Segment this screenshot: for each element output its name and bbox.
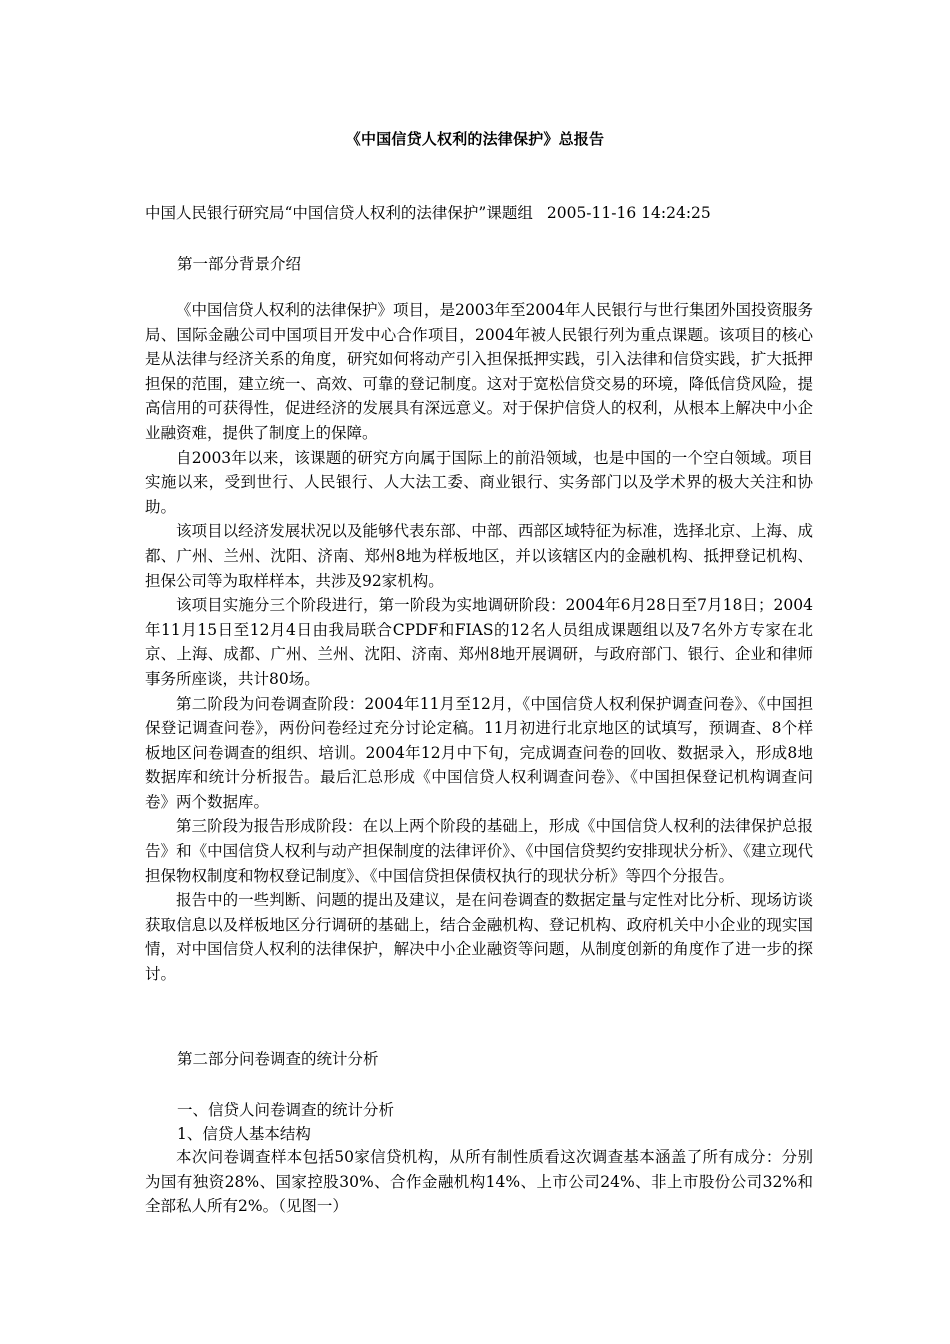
section1-subheading: 1、信贷人基本结构 [177,1125,311,1143]
author-line: 中国人民银行研究局“中国信贷人权利的法律保护”课题组 [145,204,533,222]
document-title: 《中国信贷人权利的法律保护》总报告 [345,130,605,148]
paragraph: 本次问卷调查样本包括50家信贷机构，从所有制性质看这次调查基本涵盖了所有成分：分别为国有独资28%、国家控股30%、合作金融机构14%、上市公司24%、非上市股份公司32%和全部私人所有2%。（见图一） [145,1148,813,1216]
timestamp: 2005-11-16 14:24:25 [546,204,711,222]
paragraph: 报告中的一些判断、问题的提出及建议，是在问卷调查的数据定量与定性对比分析、现场访谈获取信息以及样板地区分行调研的基础上，结合金融机构、登记机构、政府机关中小企业的现实国情，对中国信贷人权利的法律保护，解决中小企业融资等问题，从制度创新的角度作了进一步的探讨。 [145,891,813,984]
paragraph: 《中国信贷人权利的法律保护》项目，是2003年至2004年人民银行与世行集团外国投资服务局、国际金融公司中国项目开发中心合作项目，2004年被人民银行列为重点课题。该项目的核心是从法律与经济关系的角度，研究如何将动产引入担保抵押实践，引入法律和信贷实践，扩大抵押担保的范围，建立统一、高效、可靠的登记制度。这对于宽松信贷交易的环境，降低信贷风险，提高信用的可获得性，促进经济的发展具有深远意义。对于保护信贷人的权利，从根本上解决中小企业融资难，提供了制度上的保障。 [145,301,813,442]
section1-heading: 一、信贷人问卷调查的统计分析 [177,1101,395,1119]
part2-heading: 第二部分问卷调查的统计分析 [177,1050,379,1068]
byline [145,201,825,225]
paragraph: 自2003年以来，该课题的研究方向属于国际上的前沿领域，也是中国的一个空白领域。项目实施以来，受到世行、人民银行、人大法工委、商业银行、实务部门以及学术界的极大关注和协助。 [145,448,813,516]
paragraph: 该项目实施分三个阶段进行，第一阶段为实地调研阶段：2004年6月28日至7月18日；2004年11月15日至12月4日由我局联合CPDF和FIAS的12名人员组成课题组以及7名外方专家在北京、上海、成都、广州、兰州、沈阳、济南、郑州8地开展调研，与政府部门、银行、企业和律师事务所座谈，共计80场。 [145,596,813,688]
paragraph: 第二阶段为问卷调查阶段：2004年11月至12月，《中国信贷人权利保护调查问卷》、《中国担保登记调查问卷》，两份问卷经过充分讨论定稿。11月初进行北京地区的试填写，预调查、8个样板地区问卷调查的组织、培训。2004年12月中下旬，完成调查问卷的回收、数据录入，形成8地数据库和统计分析报告。最后汇总形成《中国信贷人权利调查问卷》、《中国担保登记机构调查问卷》两个数据库。 [145,694,813,811]
part1-body [145,298,813,987]
part1-heading: 第一部分背景介绍 [177,255,302,273]
paragraph: 第三阶段为报告形成阶段：在以上两个阶段的基础上，形成《中国信贷人权利的法律保护总报告》和《中国信贷人权利与动产担保制度的法律评价》、《中国信贷契约安排现状分析》、《建立现代担保物权制度和物权登记制度》、《中国信贷担保债权执行的现状分析》等四个分报告。 [145,817,813,885]
section1-body [145,1145,813,1219]
paragraph: 该项目以经济发展状况以及能够代表东部、中部、西部区域特征为标准，选择北京、上海、成都、广州、兰州、沈阳、济南、郑州8地为样板地区，并以该辖区内的金融机构、抵押登记机构、担保公司等为取样样本，共涉及92家机构。 [145,522,813,590]
